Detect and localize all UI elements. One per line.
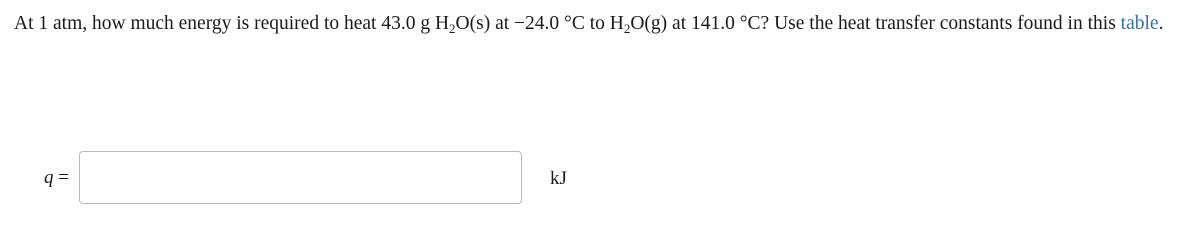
variable-label <box>44 164 69 192</box>
subscript-2: 2 <box>449 21 456 36</box>
equals-sign: = <box>58 167 69 188</box>
question-text-part-3: O(g) at 141.0 °C? Use the heat transfer constants found in this <box>630 13 1121 34</box>
subscript-2: 2 <box>623 21 631 36</box>
answer-row <box>0 151 1178 205</box>
unit-label: kJ <box>550 168 567 189</box>
question-text-part-1: At 1 atm, how much energy is required to heat 43.0 g H <box>14 13 450 34</box>
question-text-part-2: O(s) at −24.0 °C to H <box>455 13 624 34</box>
question-text <box>14 7 1174 41</box>
answer-input[interactable] <box>79 151 522 204</box>
heat-constants-table-link[interactable]: table <box>1120 13 1159 34</box>
question-period: . <box>1158 13 1164 34</box>
variable-q: q <box>44 167 54 188</box>
